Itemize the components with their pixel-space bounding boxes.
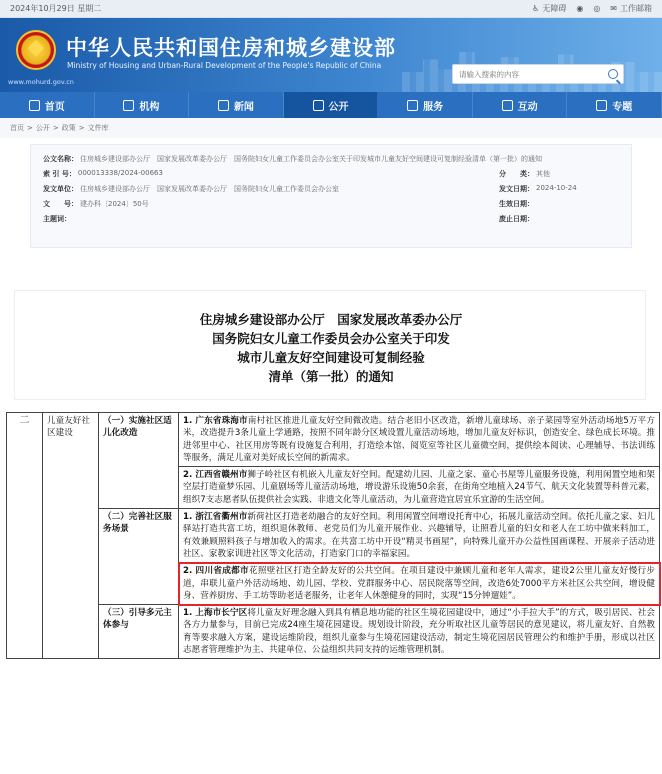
weibo-link[interactable]	[576, 4, 583, 13]
breadcrumb: 首页 > 公开 > 政策 > 文件库	[0, 118, 662, 138]
accessibility-icon: ♿	[532, 4, 540, 13]
search-box[interactable]	[452, 64, 624, 84]
row-label-1: （一）实施社区适儿化改造	[99, 413, 179, 509]
nav-topics[interactable]: 专题	[567, 92, 662, 118]
wechat-icon: ◎	[593, 4, 601, 13]
nav-org[interactable]: 机构	[95, 92, 190, 118]
section-category: 儿童友好社区建设	[43, 413, 99, 659]
mail-icon: ✉	[610, 4, 617, 13]
site-banner	[0, 18, 662, 92]
nav-service[interactable]: 服务	[378, 92, 473, 118]
current-date: 2024年10月29日 星期二	[10, 4, 102, 13]
experience-table	[6, 412, 660, 659]
building-icon	[123, 100, 134, 111]
site-subtitle: Ministry of Housing and Urban-Rural Development of the People's Republic of China	[67, 61, 382, 70]
nav-public[interactable]: 公开	[284, 92, 379, 118]
doc-index: 000013338/2024-00663	[77, 168, 163, 177]
service-icon	[407, 100, 418, 111]
doc-issuer: 住房城乡建设部办公厅 国家发展改革委办公厅 国务院妇女儿童工作委员会办公室	[80, 184, 339, 193]
table-cell: 1. 上海市长宁区将儿童友好理念融入到具有栖息地功能的社区生境花园建设中，通过“小手拉大手”的方式，吸引居民、社会各方力量参与，目前已完成24座生境花园建设。规划设计阶段，充分听取社区儿童等居民的意见建议，将儿童友好、自然教育等要求融入方案，建设运维阶段，组织儿童参与生境花园建设活动，制定生境花园居民管理公约和维护手册，形成以社区志愿者管理维护为主、共建单位、公益组织共同支持的运维管理机制。	[179, 605, 660, 659]
table-cell: 1. 浙江省衢州市新荷社区打造老幼融合的友好空间。利用闲置空间增设托育中心，拓展儿童活动空间。依托儿童之家、妇儿驿站打造共富工坊，组织退休教师、老党员们为儿童开展作业、兴趣辅导，让照看儿童的妇女和老人在工坊中做来料加工，有效兼顾照料孩子与增加收入的需求。在共富工坊中开设“精灵书画屋”，向特殊儿童开办公益性国画课程、开展亲子活动进社区、家教家训进社区等文化活动，打造家门口的幸福家园。	[179, 509, 660, 563]
site-url: www.mohurd.gov.cn	[8, 78, 74, 86]
crumb-library[interactable]: 文件库	[87, 124, 109, 132]
search-icon[interactable]	[608, 69, 618, 79]
document-icon	[313, 100, 324, 111]
document-title: 住房城乡建设部办公厅 国家发展改革委办公厅 国务院妇女儿童工作委员会办公室关于印发 城市儿童友好空间建设可复制经验 清单（第一批）的通知	[199, 312, 463, 384]
interaction-icon	[502, 100, 513, 111]
top-strip	[0, 0, 662, 18]
wechat-link[interactable]	[593, 4, 600, 13]
row-label-3: （三）引导多元主体参与	[99, 605, 179, 659]
main-nav	[0, 92, 662, 118]
highlighted-cell: 2. 四川省成都市花照壁社区打造全龄友好的公共空间。在项目建设中兼顾儿童和老年人需求，建设2公里儿童友好慢行步道，串联儿童户外活动场地、幼儿园、学校、党群服务中心、居民院落等空间，改造6处7000平方米社区公共空间，增设健身、营养厨房、手工坊等助老适老服务，让老年人休憩健身的同时，实现“15分钟遛娃”。	[179, 563, 660, 605]
table-cell: 1. 广东省珠海市南村社区推进儿童友好空间微改造。结合老旧小区改造，新增儿童球场、亲子菜园等室外活动场地5万平方米，改造提升3条儿童上学通路，按照不同年龄分区域设置儿童活动场地，增加儿童友好标识，创造安全、绿色成长环境。推进邻里中心、社区用房等既有设施复合利用，打造绘本馆、阅览室等社区儿童微空间，提供绘本阅读、心理辅导、书法训练等服务，满足儿童对美好成长空间的新需求。	[179, 413, 660, 467]
doc-category: 其他	[536, 169, 550, 178]
weibo-icon: ◉	[576, 4, 584, 13]
table-cell: 2. 江西省赣州市狮子岭社区有机嵌入儿童友好空间。配建幼儿园、儿童之家、童心书屋等儿童服务设施，利用闲置空地和架空层打造童梦乐园、儿童剧场等儿童活动场地，增设游乐设施50余套，在街角空地植入24节气、航天文化装置等科普元素，组织7支志愿者队伍提供社会实践、非遗文化等儿童活动，为儿童营造宜居宜乐宜游的生活空间。	[179, 467, 660, 509]
row-label-2: （二）完善社区服务场景	[99, 509, 179, 605]
accessibility-link[interactable]: ♿ 无障碍	[532, 4, 567, 13]
home-icon	[29, 100, 40, 111]
news-icon	[218, 100, 229, 111]
topic-icon	[596, 100, 607, 111]
section-number: 二	[7, 413, 43, 659]
nav-interact[interactable]: 互动	[473, 92, 568, 118]
crumb-home[interactable]: 首页	[10, 124, 24, 132]
doc-date: 2024-10-24	[536, 183, 577, 192]
crumb-policy[interactable]: 政策	[61, 124, 76, 132]
site-title: 中华人民共和国住房和城乡建设部	[66, 35, 396, 60]
search-input[interactable]	[453, 65, 603, 83]
email-link[interactable]: ✉ 工作邮箱	[610, 4, 652, 13]
document-info-box: 公文名称： 住房城乡建设部办公厅 国家发展改革委办公厅 国务院妇女儿童工作委员会办公室关于印发城市儿童友好空间建设可复制经验清单（第一批）的通知 索 引 号： 000013338/2024-00663 分 类： 其他 发文单位： 住房城乡建设部办公厅 国家发展改革委办公厅 国务院妇女儿童工作委员会办公室 发文日期： 2024-10-24 文 号： 建办科〔2024〕50号 生效日期： 主题词： 废止日期：	[30, 144, 632, 248]
crumb-public[interactable]: 公开	[35, 124, 50, 132]
doc-name: 住房城乡建设部办公厅 国家发展改革委办公厅 国务院妇女儿童工作委员会办公室关于印发城市儿童友好空间建设可复制经验清单（第一批）的通知	[80, 154, 542, 163]
nav-home[interactable]: 首页	[0, 92, 95, 118]
national-emblem-icon	[16, 30, 56, 70]
doc-number: 建办科〔2024〕50号	[80, 199, 149, 208]
nav-news[interactable]: 新闻	[189, 92, 284, 118]
